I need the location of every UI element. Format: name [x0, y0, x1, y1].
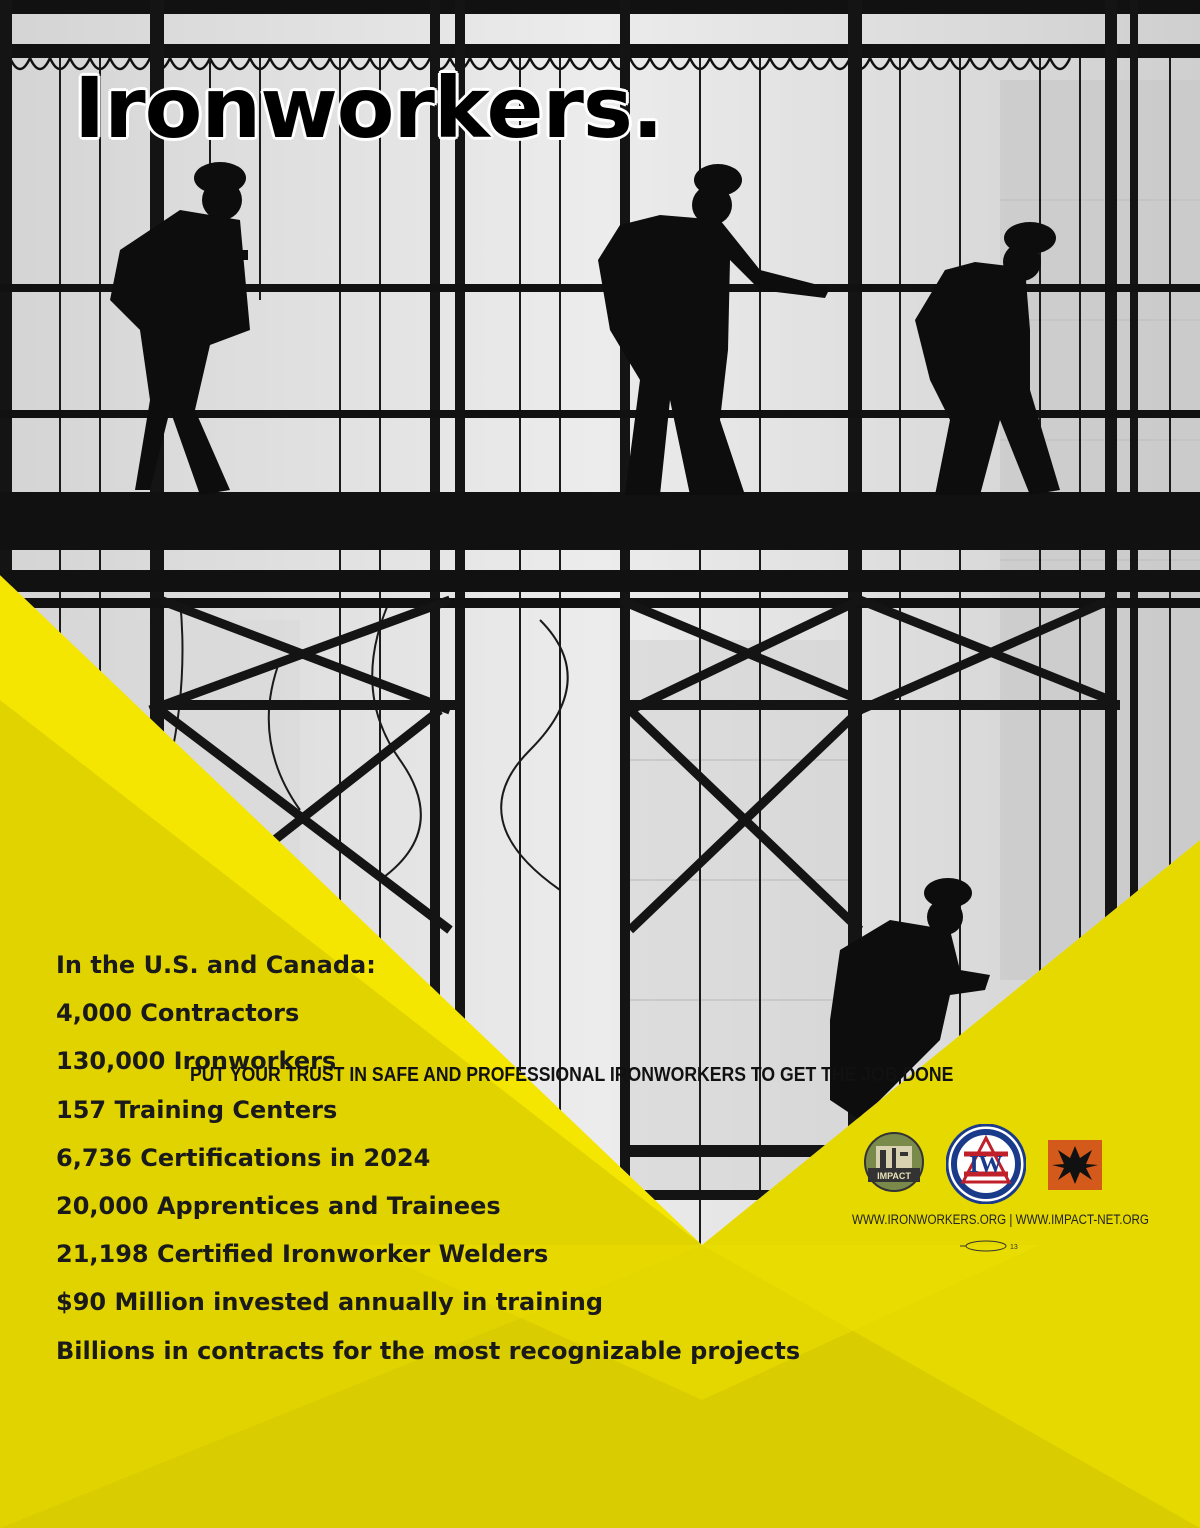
list-item: 6,736 Certifications in 2024	[56, 1143, 431, 1172]
website-links[interactable]: WWW.IRONWORKERS.ORG | WWW.IMPACT-NET.ORG	[852, 1212, 1149, 1227]
list-item: Billions in contracts for the most recognizable projects	[56, 1336, 801, 1365]
svg-text:IW: IW	[969, 1152, 1003, 1178]
tagline: PUT YOUR TRUST IN SAFE AND PROFESSIONAL IRONWORKERS TO GET THE JOB DONE	[190, 1063, 954, 1086]
list-item: $90 Million invested annually in training	[56, 1288, 604, 1317]
list-item: 20,000 Apprentices and Trainees	[56, 1191, 501, 1220]
headline: Ironworkers.	[74, 59, 663, 157]
impact-emblem-icon	[1048, 1140, 1102, 1190]
facts-list	[56, 950, 800, 1384]
list-item: In the U.S. and Canada:	[56, 951, 376, 979]
union-bug-number: 13	[1010, 1244, 1018, 1251]
list-item: 157 Training Centers	[56, 1095, 338, 1124]
list-item: 21,198 Certified Ironworker Welders	[56, 1240, 549, 1269]
svg-text:IMPACT: IMPACT	[877, 1171, 911, 1181]
impact-logo	[862, 1132, 926, 1194]
union-bug-icon	[958, 1240, 1018, 1252]
iw-union-seal	[946, 1124, 1026, 1204]
list-item: 4,000 Contractors	[56, 999, 300, 1028]
list-item: 130,000 Ironworkers	[56, 1047, 337, 1076]
